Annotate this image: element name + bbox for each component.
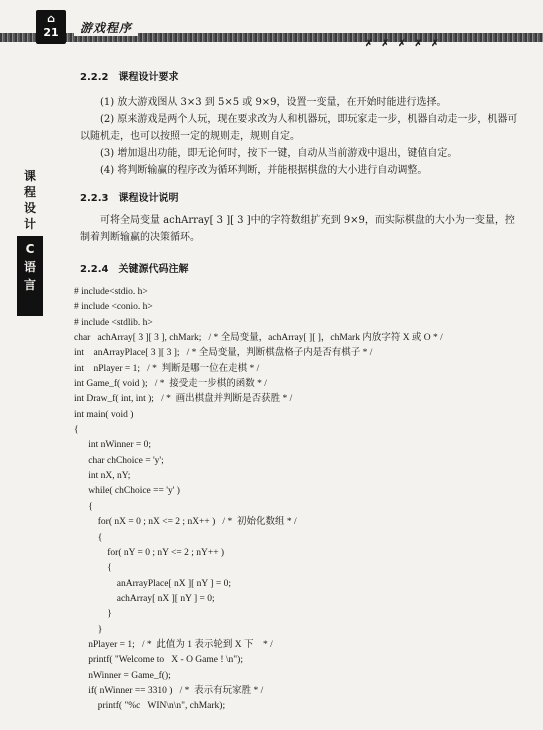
code-line: # include <stdlib. h> bbox=[74, 317, 153, 328]
code-line: char chChoice = 'y'; bbox=[74, 455, 164, 466]
code-line: while( chChoice == 'y' ) bbox=[74, 486, 180, 497]
code-line: { bbox=[74, 425, 79, 436]
page-number: 21 bbox=[43, 26, 59, 39]
side-badge-char: 言 bbox=[23, 278, 36, 292]
code-line: nPlayer = 1; / * 此值为 1 表示轮到 X 下 * / bbox=[74, 639, 273, 650]
side-tab bbox=[10, 168, 50, 316]
code-line: int nX, nY; bbox=[74, 471, 131, 482]
code-line: } bbox=[74, 624, 103, 635]
code-line: achArray[ nX ][ nY ] = 0; bbox=[74, 593, 215, 604]
code-line: int anArrayPlace[ 3 ][ 3 ]; / * 全局变量，判断棋盘格子内是否有棋子 * / bbox=[74, 348, 373, 359]
code-line: char achArray[ 3 ][ 3 ], chMark; / * 全局变量，achArray[ ][ ]，chMark 内放字符 X 或 O * / bbox=[74, 333, 443, 344]
page-number-badge bbox=[36, 10, 66, 44]
side-tab-badge bbox=[17, 236, 43, 316]
side-badge-char: C bbox=[25, 242, 35, 256]
code-line: int Draw_f( int, int ); / * 画出棋盘并判断是否获胜 * / bbox=[74, 394, 293, 405]
section-heading-224: 2.2.4 关键源代码注解 bbox=[80, 264, 189, 275]
header-decoration: ✗✗✗✗✗ bbox=[365, 39, 448, 49]
section-223-text: 可将全局变量 achArray[ 3 ][ 3 ]中的字符数组扩充到 9×9，而实际棋盘的大小为一变量，控制着判断输赢的决策循环。 bbox=[80, 215, 515, 243]
side-tab-char: 计 bbox=[23, 217, 36, 231]
code-line: { bbox=[74, 532, 103, 543]
code-line: nWinner = Game_f(); bbox=[74, 670, 171, 681]
code-line: for( nY = 0 ; nY <= 2 ; nY++ ) bbox=[74, 547, 225, 558]
code-line: { bbox=[74, 501, 93, 512]
requirement-item-3: (3) 增加退出功能，即无论何时，按下一键，自动从当前游戏中退出，键值自定。 bbox=[100, 148, 458, 159]
section-heading-223: 2.2.3 课程设计说明 bbox=[80, 193, 179, 204]
code-line: for( nX = 0 ; nX <= 2 ; nX++ ) / * 初始化数组 * / bbox=[74, 517, 297, 528]
section-heading-222: 2.2.2 课程设计要求 bbox=[80, 72, 179, 83]
requirement-item-1: (1) 放大游戏图从 3×3 到 5×5 或 9×9，设置一变量，在开始时能进行选择。 bbox=[100, 97, 447, 108]
code-line: printf( "Welcome to X - O Game ! \n"); bbox=[74, 655, 243, 666]
code-listing bbox=[74, 285, 534, 715]
code-line: int Game_f( void ); / * 接受走一步棋的函数 * / bbox=[74, 379, 267, 390]
code-line: if( nWinner == 3310 ) / * 表示有玩家胜 * / bbox=[74, 685, 264, 696]
side-badge-char: 语 bbox=[23, 260, 36, 274]
code-line: # include<stdio. h> bbox=[74, 287, 148, 297]
running-head: 游戏程序 bbox=[74, 19, 138, 36]
code-line: int main( void ) bbox=[74, 409, 134, 420]
book-icon: ⌂ bbox=[47, 12, 55, 25]
side-tab-char: 课 bbox=[23, 169, 36, 183]
code-line: printf( "%c WIN\n\n", chMark); bbox=[74, 701, 226, 712]
code-line: int nPlayer = 1; / * 判断是哪一位在走棋 * / bbox=[74, 363, 260, 374]
side-tab-char: 程 bbox=[23, 185, 36, 199]
requirement-item-2: (2) 原来游戏是两个人玩，现在要求改为人和机器玩，即玩家走一步，机器自动走一步，机器可以随机走，也可以按照一定的规则走，规则自定。 bbox=[80, 114, 518, 142]
code-line: anArrayPlace[ nX ][ nY ] = 0; bbox=[74, 578, 231, 589]
code-line: int nWinner = 0; bbox=[74, 440, 152, 451]
code-line: { bbox=[74, 563, 112, 574]
code-line: # include <conio. h> bbox=[74, 302, 153, 313]
side-tab-char: 设 bbox=[23, 201, 36, 215]
code-line: } bbox=[74, 609, 112, 620]
requirement-item-4: (4) 将判断输赢的程序改为循环判断，并能根据棋盘的大小进行自动调整。 bbox=[100, 165, 428, 176]
